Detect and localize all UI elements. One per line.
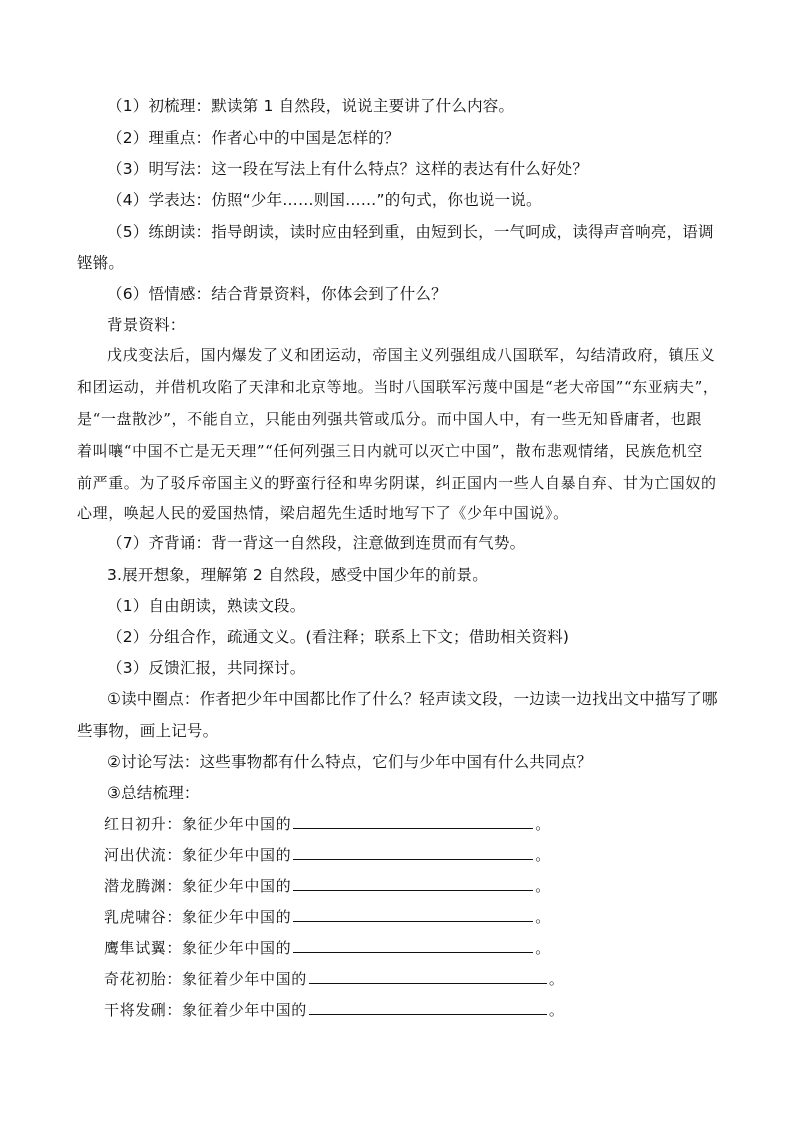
fill-item-label: 奇花初胎：象征着少年中国的 — [104, 970, 307, 988]
fill-blank[interactable] — [293, 907, 533, 922]
fill-item-end: 。 — [535, 939, 551, 957]
fill-item-label: 乳虎啸谷：象征少年中国的 — [104, 908, 292, 926]
step-7: （7）齐背诵：背一背这一自然段，注意做到连贯而有气势。 — [107, 534, 526, 552]
section-3-item-1: （1）自由朗读，熟读文段。 — [107, 597, 306, 615]
section-3-title: 3.展开想象，理解第 2 自然段，感受中国少年的前景。 — [107, 566, 488, 584]
fill-item — [104, 814, 551, 834]
fill-blank[interactable] — [309, 1000, 547, 1015]
fill-item-end: 。 — [535, 877, 551, 895]
fill-item-label: 河出伏流：象征少年中国的 — [104, 846, 292, 864]
step-4: （4）学表达：仿照“少年……则国……”的句式，你也说一说。 — [107, 191, 542, 209]
step-3: （3）明写法：这一段在写法上有什么特点？这样的表达有什么好处？ — [107, 160, 589, 178]
fill-item-end: 。 — [548, 1001, 565, 1019]
fill-item — [104, 845, 551, 865]
background-line: 前严重。为了驳斥帝国主义的野蛮行径和卑劣阴谋，纠正国内一些人自暴自弃、甘为亡国奴的 — [77, 474, 717, 492]
fill-item-label: 干将发硎：象征着少年中国的 — [104, 1001, 307, 1019]
fill-item-label: 鹰隼试翼：象征少年中国的 — [104, 939, 292, 957]
fill-item — [104, 907, 551, 927]
background-line: 戊戌变法后，国内爆发了义和团运动，帝国主义列强组成八国联军，勾结清政府，镇压义 — [107, 346, 716, 364]
fill-blank[interactable] — [293, 814, 533, 829]
fill-item — [104, 876, 551, 896]
fill-item-label: 潜龙腾渊：象征少年中国的 — [104, 877, 292, 895]
section-3-item-2: （2）分组合作，疏通文义。(看注释；联系上下文；借助相关资料) — [107, 628, 570, 646]
fill-item — [104, 969, 564, 989]
fill-item-end: 。 — [548, 970, 565, 988]
background-line: 心理，唤起人民的爱国热情，梁启超先生适时地写下了《少年中国说》。 — [77, 504, 569, 522]
section-3-item-3: （3）反馈汇报，共同探讨。 — [107, 659, 306, 677]
fill-blank[interactable] — [309, 969, 547, 984]
fill-blank[interactable] — [293, 938, 533, 953]
fill-item-end: 。 — [535, 815, 551, 833]
fill-item-end: 。 — [535, 846, 551, 864]
step-2: （2）理重点：作者心中的中国是怎样的？ — [107, 129, 400, 147]
background-line: 着叫嚷“中国不亡是无天理”“任何列强三日内就可以灭亡中国”，散布悲观情绪，民族危机空 — [77, 442, 703, 460]
step-6: （6）悟情感：结合背景资料，你体会到了什么？ — [107, 285, 447, 303]
circle-task-line-2: 些事物，画上记号。 — [77, 722, 219, 740]
fill-item-end: 。 — [535, 908, 551, 926]
circle-task-line-1: ①读中圈点：作者把少年中国都比作了什么？轻声读文段，一边读一边找出文中描写了哪 — [107, 690, 718, 708]
step-5-line-1: （5）练朗读：指导朗读，读时应由轻到重，由短到长，一气呵成，读得声音响亮，语调 — [107, 223, 714, 241]
background-line: 是“一盘散沙”，不能自立，只能由列强共管或瓜分。而中国人中，有一些无知昏庸者，也跟 — [77, 410, 702, 428]
fill-item — [104, 938, 551, 958]
summary-task: ③总结梳理： — [107, 784, 200, 802]
fill-item — [104, 1000, 564, 1020]
step-1: （1）初梳理：默读第 1 自然段，说说主要讲了什么内容。 — [107, 97, 515, 115]
fill-blank[interactable] — [293, 845, 533, 860]
discussion-task: ②讨论写法：这些事物都有什么特点，它们与少年中国有什么共同点？ — [107, 753, 593, 771]
fill-item-label: 红日初升：象征少年中国的 — [104, 815, 292, 833]
fill-blank[interactable] — [293, 876, 533, 891]
step-5-line-2: 铿锵。 — [77, 254, 125, 272]
background-heading: 背景资料： — [107, 316, 186, 334]
background-line: 和团运动，并借机攻陷了天津和北京等地。当时八国联军污蔑中国是“老大帝国”“东亚病夫”， — [77, 378, 719, 396]
